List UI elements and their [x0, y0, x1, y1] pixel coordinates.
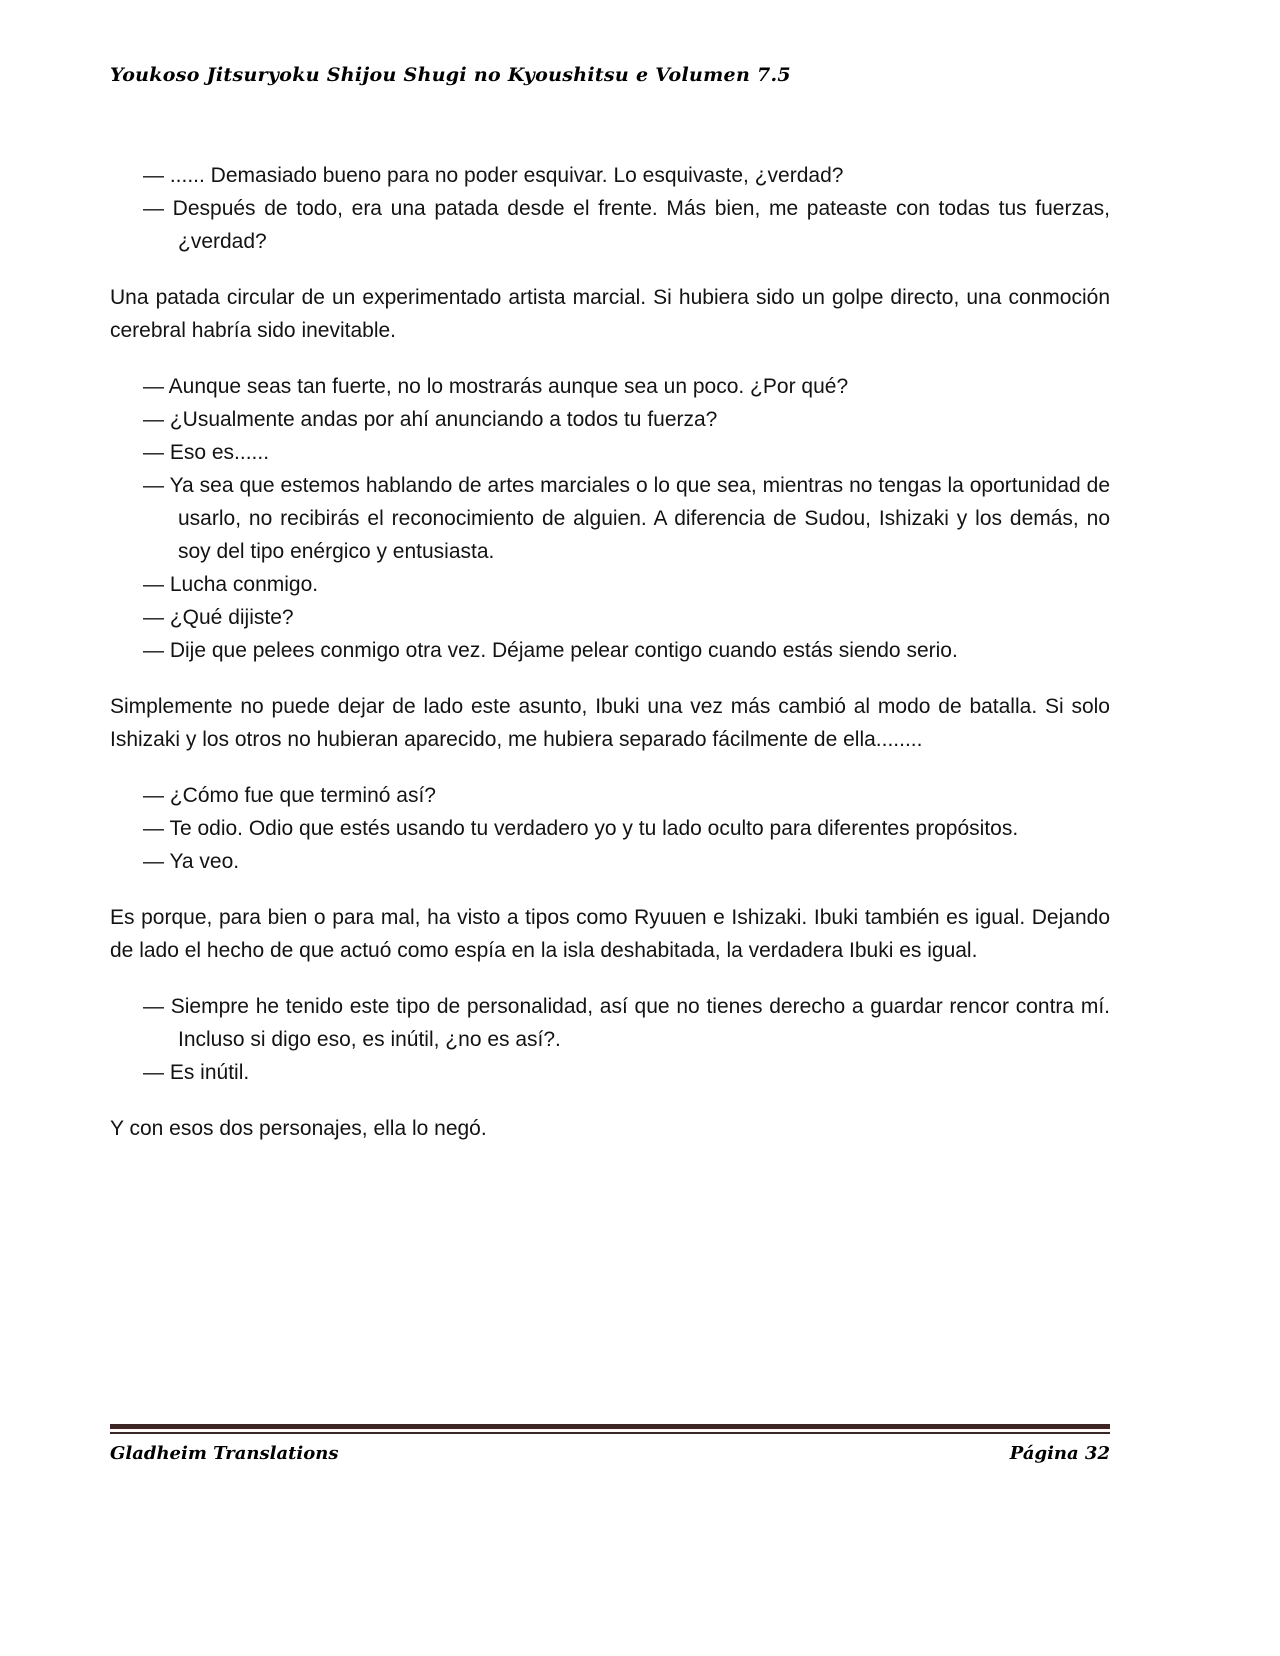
paragraph: Es porque, para bien o para mal, ha visto a tipos como Ryuuen e Ishizaki. Ibuki también es igual. Dejando de lado el hecho de que actuó como espía en la isla deshabitada, la verdadera Ibuki es igual.: [110, 906, 1110, 962]
dialogue-line: — ¿Usualmente andas por ahí anunciando a todos tu fuerza?: [143, 408, 718, 431]
dialogue-block: [110, 159, 1110, 258]
dialogue-line: — ¿Cómo fue que terminó así?: [143, 784, 436, 807]
footer-page-number: Página 32: [1009, 1443, 1110, 1464]
dialogue-block: [110, 370, 1110, 667]
dialogue-line: — Eso es......: [143, 441, 270, 464]
dialogue-line: — Ya veo.: [143, 850, 240, 873]
dialogue-line: — Después de todo, era una patada desde el frente. Más bien, me pateaste con todas tus fuerzas, ¿verdad?: [143, 197, 1110, 253]
dialogue-line: — ¿Qué dijiste?: [143, 606, 294, 629]
paragraph: Simplemente no puede dejar de lado este asunto, Ibuki una vez más cambió al modo de batalla. Si solo Ishizaki y los otros no hubieran aparecido, me hubiera separado fácilmente de ella........: [110, 695, 1110, 751]
footer-divider-rule: [110, 1424, 1110, 1434]
page-header-title: Youkoso Jitsuryoku Shijou Shugi no Kyoushitsu e Volumen 7.5: [110, 64, 791, 86]
dialogue-line: — Ya sea que estemos hablando de artes marciales o lo que sea, mientras no tengas la oportunidad de usarlo, no recibirás el reconocimiento de alguien. A diferencia de Sudou, Ishizaki y los demás, no soy del tipo enérgico y entusiasta.: [143, 474, 1110, 563]
paragraph: Y con esos dos personajes, ella lo negó.: [110, 1117, 487, 1140]
document-body: [110, 136, 1110, 1145]
dialogue-block: [110, 990, 1110, 1089]
footer-translator-credit: Gladheim Translations: [110, 1443, 339, 1464]
dialogue-line: — Lucha conmigo.: [143, 573, 319, 596]
paragraph: Una patada circular de un experimentado artista marcial. Si hubiera sido un golpe directo, una conmoción cerebral habría sido inevitable.: [110, 286, 1110, 342]
dialogue-line: — Te odio. Odio que estés usando tu verdadero yo y tu lado oculto para diferentes propósitos.: [143, 817, 1019, 840]
page-footer: [110, 1424, 1110, 1464]
dialogue-line: — Siempre he tenido este tipo de personalidad, así que no tienes derecho a guardar rencor contra mí. Incluso si digo eso, es inútil, ¿no es así?.: [143, 995, 1110, 1051]
dialogue-block: [110, 779, 1110, 878]
dialogue-line: — Aunque seas tan fuerte, no lo mostrarás aunque sea un poco. ¿Por qué?: [143, 375, 849, 398]
dialogue-line: — ...... Demasiado bueno para no poder esquivar. Lo esquivaste, ¿verdad?: [143, 164, 844, 187]
dialogue-line: — Dije que pelees conmigo otra vez. Déjame pelear contigo cuando estás siendo serio.: [143, 639, 958, 662]
dialogue-line: — Es inútil.: [143, 1061, 250, 1084]
footer-row: [110, 1443, 1110, 1464]
